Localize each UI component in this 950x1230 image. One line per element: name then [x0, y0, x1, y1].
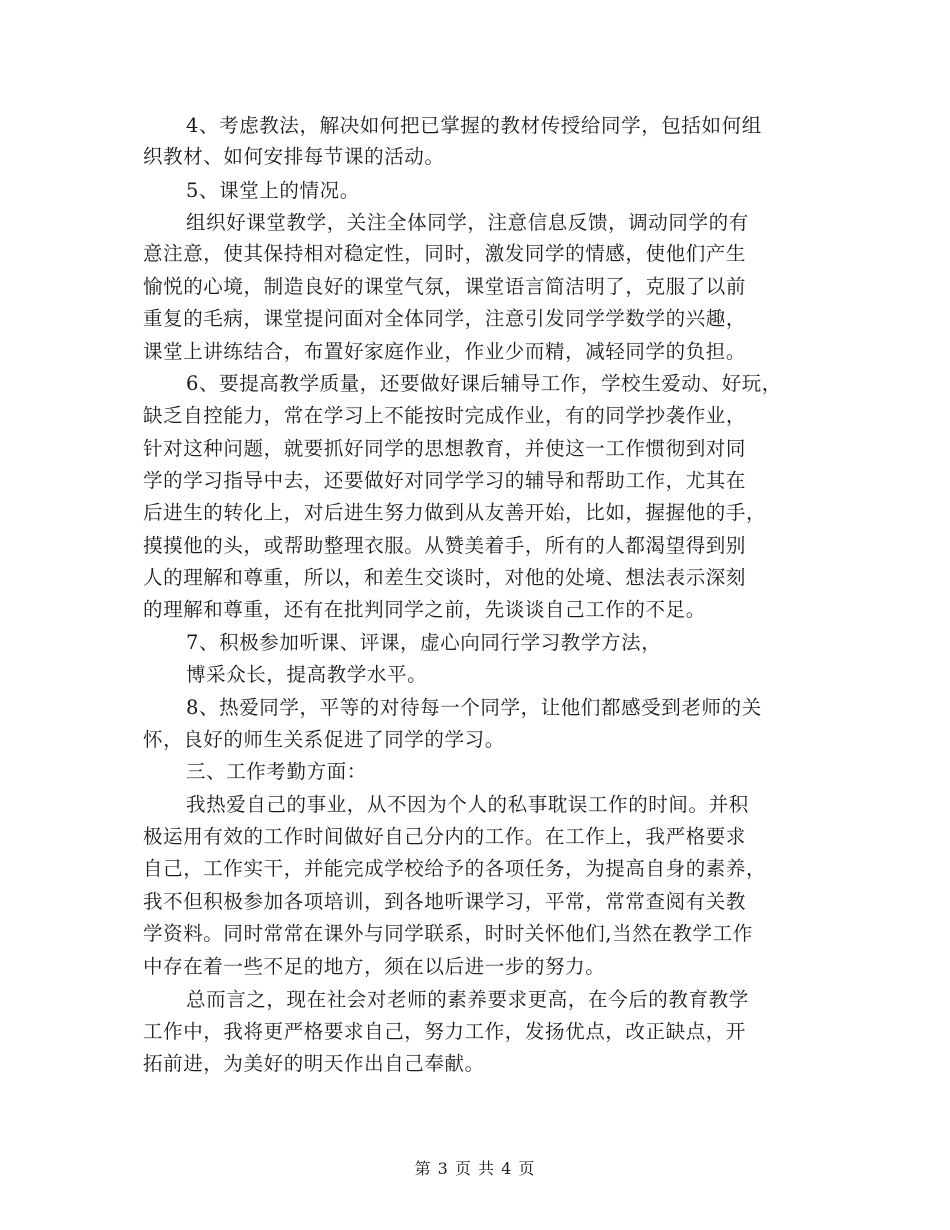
text-line: 织教材、如何安排每节课的活动。: [143, 145, 445, 168]
text-line: 怀，良好的师生关系促进了同学的学习。: [143, 728, 505, 751]
text-line: 4、考虑教法，解决如何把已掌握的教材传授给同学，包括如何组: [186, 114, 762, 137]
text-line: 后进生的转化上，对后进生努力做到从友善开始，比如，握握他的手，: [143, 501, 767, 524]
text-line: 摸摸他的头，或帮助整理衣服。从赞美着手，所有的人都渴望得到别: [143, 534, 747, 557]
text-line: 博采众长，提高教学水平。: [186, 663, 428, 686]
text-line: 愉悦的心境，制造良好的课堂气氛，课堂语言简洁明了，克服了以前: [143, 275, 747, 298]
text-line: 5、课堂上的情况。: [186, 179, 360, 202]
text-line: 缺乏自控能力，常在学习上不能按时完成作业，有的同学抄袭作业，: [143, 404, 747, 427]
text-line: 组织好课堂教学，关注全体同学，注意信息反馈，调动同学的有: [186, 211, 749, 234]
text-line: 7、积极参加听课、评课，虚心向同行学习教学方法，: [186, 631, 662, 654]
text-line: 意注意，使其保持相对稳定性，同时，激发同学的情感，使他们产生: [143, 242, 747, 265]
text-line: 6、要提高教学质量，还要做好课后辅导工作，学校生爱动、好玩，: [186, 372, 782, 395]
text-line: 针对这种问题，就要抓好同学的思想教育，并使这一工作惯彻到对同: [143, 437, 747, 460]
section-heading: 三、工作考勤方面：: [186, 760, 367, 783]
text-line: 拓前进，为美好的明天作出自己奉献。: [143, 1052, 485, 1075]
text-line: 极运用有效的工作时间做好自己分内的工作。在工作上，我严格要求: [143, 825, 747, 848]
text-line: 总而言之，现在社会对老师的素养要求更高，在今后的教育教学: [186, 988, 749, 1011]
text-line: 我热爱自己的事业，从不因为个人的私事耽误工作的时间。并积: [186, 793, 749, 816]
text-line: 工作中，我将更严格要求自己，努力工作，发扬优点，改正缺点，开: [143, 1020, 747, 1043]
text-line: 中存在着一些不足的地方，须在以后进一步的努力。: [143, 955, 606, 978]
text-line: 我不但积极参加各项培训，到各地听课学习，平常，常常查阅有关教: [143, 890, 747, 913]
text-line: 8、热爱同学，平等的对待每一个同学，让他们都感受到老师的关: [186, 696, 762, 719]
text-line: 课堂上讲练结合，布置好家庭作业，作业少而精，减轻同学的负担。: [143, 340, 747, 363]
text-line: 人的理解和尊重，所以，和差生交谈时，对他的处境、想法表示深刻: [143, 566, 747, 589]
text-line: 的理解和尊重，还有在批判同学之前，先谈谈自己工作的不足。: [143, 598, 706, 621]
text-line: 自己，工作实干，并能完成学校给予的各项任务，为提高自身的素养，: [143, 857, 767, 880]
text-line: 学资料。同时常常在课外与同学联系，时时关怀他们,当然在教学工作: [143, 922, 753, 945]
text-line: 学的学习指导中去，还要做好对同学学习的辅导和帮助工作，尤其在: [143, 469, 747, 492]
page-number-footer: 第 3 页 共 4 页: [414, 1159, 536, 1178]
text-line: 重复的毛病，课堂提问面对全体同学，注意引发同学学数学的兴趣，: [143, 307, 747, 330]
